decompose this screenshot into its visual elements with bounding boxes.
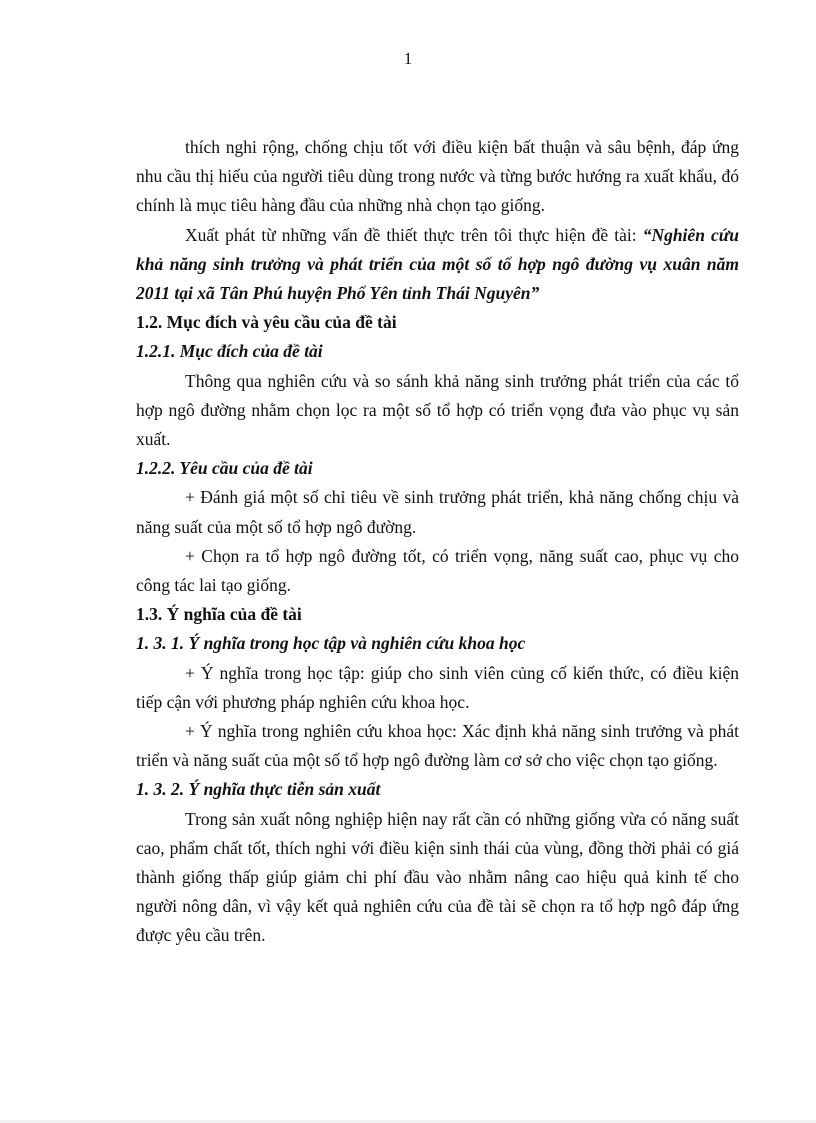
heading-1-3-2: 1. 3. 2. Ý nghĩa thực tiễn sản xuất: [136, 779, 381, 800]
topic-title: “Nghiên cứu khả năng sinh trưởng và phát triển của một số tổ hợp ngô đường vụ xuân năm 2011 tại xã Tân Phú huyện Phổ Yên tỉnh Thái Nguyên”: [136, 224, 740, 304]
heading-1-2-1: 1.2.1. Mục đích của đề tài: [136, 341, 323, 362]
requirement-item-1: + Đánh giá một số chỉ tiêu về sinh trưởng phát triển, khả năng chống chịu và năng suất của một số tổ hợp ngô đường.: [136, 487, 739, 537]
document-body: [136, 133, 739, 951]
significance-item-learning: + Ý nghĩa trong học tập: giúp cho sinh viên củng cố kiến thức, có điều kiện tiếp cận với phương pháp nghiên cứu khoa học.: [136, 662, 739, 712]
paragraph-topic: [136, 221, 739, 309]
paragraph-practical: Trong sản xuất nông nghiệp hiện nay rất cần có những giống vừa có năng suất cao, phẩm chất tốt, thích nghi với điều kiện sinh thái của vùng, đồng thời phải có giá thành giống thấp giúp giảm chi phí đầu vào nhằm nâng cao hiệu quả kinh tế cho người nông dân, vì vậy kết quả nghiên cứu của đề tài sẽ chọn ra tổ hợp ngô đáp ứng được yêu cầu trên.: [136, 808, 739, 946]
page-number: 1: [403, 49, 413, 68]
topic-lead-text: Xuất phát từ những vấn đề thiết thực trên tôi thực hiện đề tài:: [185, 224, 643, 245]
heading-1-3: 1.3. Ý nghĩa của đề tài: [136, 604, 302, 625]
heading-1-2-2: 1.2.2. Yêu cầu của đề tài: [136, 458, 313, 479]
heading-1-2: 1.2. Mục đích và yêu cầu của đề tài: [136, 312, 397, 333]
significance-item-research: + Ý nghĩa trong nghiên cứu khoa học: Xác định khả năng sinh trưởng và phát triển và năng suất của một số tổ hợp ngô đường làm cơ sở cho việc chọn tạo giống.: [136, 721, 739, 771]
paragraph-purpose: Thông qua nghiên cứu và so sánh khả năng sinh trưởng phát triển của các tổ hợp ngô đường nhằm chọn lọc ra một số tổ hợp có triển vọng đưa vào phục vụ sản xuất.: [136, 370, 739, 450]
heading-1-3-1: 1. 3. 1. Ý nghĩa trong học tập và nghiên cứu khoa học: [136, 633, 526, 654]
requirement-item-2: + Chọn ra tổ hợp ngô đường tốt, có triển vọng, năng suất cao, phục vụ cho công tác lai tạo giống.: [136, 545, 739, 596]
paragraph-continuation: thích nghi rộng, chống chịu tốt với điều kiện bất thuận và sâu bệnh, đáp ứng nhu cầu thị hiếu của người tiêu dùng trong nước và từng bước hướng ra xuất khẩu, đó chính là mục tiêu hàng đầu của những nhà chọn tạo giống.: [136, 137, 739, 216]
